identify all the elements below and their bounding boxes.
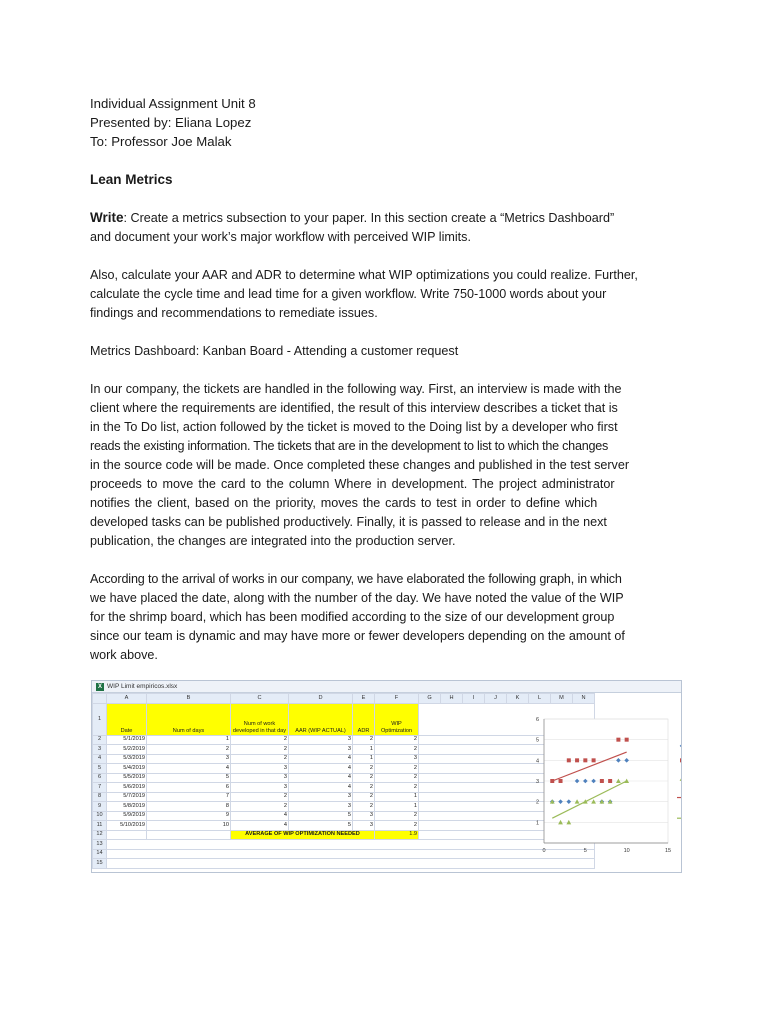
cell-work[interactable]: 2 <box>231 745 289 755</box>
cell-aar[interactable]: 4 <box>289 764 353 774</box>
cell-date[interactable]: 5/2/2019 <box>107 745 147 755</box>
cell-adr[interactable]: 2 <box>353 773 375 783</box>
y-tick-label: 6 <box>535 717 539 723</box>
legend-marker <box>680 777 682 781</box>
column-header[interactable]: I <box>463 694 485 704</box>
cell-day[interactable]: 2 <box>147 745 231 755</box>
data-point <box>559 779 563 783</box>
column-header[interactable]: N <box>573 694 595 704</box>
arrival-line: for the shrimp board, which has been modified according to the size of our development group <box>90 610 615 624</box>
arrival-line: work above. <box>90 648 158 662</box>
spreadsheet-filename: WIP Limit empiricos.xlsx <box>107 683 178 690</box>
company-line: publication, the changes are integrated into the production server. <box>90 534 456 548</box>
company-line: client where the requirements are identified, the result of this interview describes a ticket that is <box>90 401 618 415</box>
company-line: in the To Do list, action followed by the ticket is moved to the Doing list by a developer who first <box>90 420 618 434</box>
table-row <box>93 754 595 764</box>
cell-adr[interactable]: 1 <box>353 754 375 764</box>
cell-work[interactable]: 2 <box>231 792 289 802</box>
x-tick-label: 15 <box>664 848 672 854</box>
cell-aar[interactable]: 3 <box>289 745 353 755</box>
assignment-title: Individual Assignment Unit 8 <box>90 96 256 111</box>
cell-date[interactable]: 5/10/2019 <box>107 821 147 831</box>
spreadsheet-screenshot <box>91 680 740 873</box>
cell-wip[interactable]: 1 <box>375 792 419 802</box>
cell-day[interactable]: 3 <box>147 754 231 764</box>
table-row <box>93 773 595 783</box>
column-header-row <box>93 694 595 704</box>
empty-cell[interactable] <box>107 830 147 840</box>
cell-work[interactable]: 3 <box>231 773 289 783</box>
cell-aar[interactable]: 5 <box>289 821 353 831</box>
cell-work[interactable]: 2 <box>231 802 289 812</box>
cell-wip[interactable]: 2 <box>375 764 419 774</box>
header-wip[interactable]: WIP Optimization <box>375 703 419 735</box>
cell-day[interactable]: 6 <box>147 783 231 793</box>
cell-aar[interactable]: 3 <box>289 735 353 745</box>
row-header[interactable]: 10 <box>93 811 107 821</box>
empty-row <box>93 849 595 859</box>
arrival-line: According to the arrival of works in our company, we have elaborated the following graph, in which <box>90 572 622 586</box>
y-tick-label: 1 <box>535 820 539 827</box>
write-text-2: and document your work’s major workflow with perceived WIP limits. <box>90 230 471 244</box>
cell-adr[interactable]: 1 <box>353 745 375 755</box>
cell-aar[interactable]: 5 <box>289 811 353 821</box>
x-tick-label: 0 <box>542 848 546 854</box>
table-row <box>93 792 595 802</box>
section-title: Lean Metrics <box>90 172 173 187</box>
also-line: findings and recommendations to remediate issues. <box>90 306 378 320</box>
row-header[interactable]: 13 <box>93 840 107 850</box>
arrival-paragraph <box>90 570 680 665</box>
corner-cell <box>93 694 107 704</box>
y-tick-label: 2 <box>535 799 539 806</box>
company-line: proceeds to move the card to the column Where in development. The project administrator <box>90 477 615 491</box>
column-header[interactable]: K <box>507 694 529 704</box>
cell-aar[interactable]: 4 <box>289 773 353 783</box>
row-header[interactable]: 12 <box>93 830 107 840</box>
cell-work[interactable]: 4 <box>231 811 289 821</box>
cell-day[interactable]: 7 <box>147 792 231 802</box>
cell-work[interactable]: 4 <box>231 821 289 831</box>
cell-day[interactable]: 8 <box>147 802 231 812</box>
column-header[interactable]: A <box>107 694 147 704</box>
y-tick-label: 3 <box>535 779 539 785</box>
cell-date[interactable]: 5/3/2019 <box>107 754 147 764</box>
row-header[interactable]: 11 <box>93 821 107 831</box>
cell-adr[interactable]: 3 <box>353 821 375 831</box>
row-header[interactable]: 6 <box>93 773 107 783</box>
y-tick-label: 4 <box>535 758 539 765</box>
header-num-days[interactable]: Num of days <box>147 703 231 735</box>
cell-adr[interactable]: 2 <box>353 735 375 745</box>
header-adr[interactable]: ADR <box>353 703 375 735</box>
scatter-chart[interactable]: 1234560 5 10 15Num of workdeveloped in that dayAARADRLinear (AAR)Linear (ADR) <box>535 717 740 854</box>
row-header[interactable]: 3 <box>93 745 107 755</box>
dashboard-heading: Metrics Dashboard: Kanban Board - Attending a customer request <box>90 344 459 358</box>
average-row <box>93 830 595 840</box>
empty-row <box>93 859 595 869</box>
column-header[interactable]: L <box>529 694 551 704</box>
cell-wip[interactable]: 2 <box>375 821 419 831</box>
row-header[interactable]: 14 <box>93 849 107 859</box>
table-row <box>93 764 595 774</box>
column-header[interactable]: G <box>419 694 441 704</box>
row-header[interactable]: 4 <box>93 754 107 764</box>
cell-date[interactable]: 5/4/2019 <box>107 764 147 774</box>
spreadsheet-titlebar <box>92 681 681 693</box>
cell-aar[interactable]: 3 <box>289 792 353 802</box>
company-paragraph <box>90 380 680 551</box>
table-row <box>93 745 595 755</box>
row-header[interactable]: 8 <box>93 792 107 802</box>
cell-wip[interactable]: 2 <box>375 811 419 821</box>
table-row <box>93 735 595 745</box>
column-header[interactable]: M <box>551 694 573 704</box>
cell-date[interactable]: 5/6/2019 <box>107 783 147 793</box>
arrival-line: we have placed the date, along with the number of the day. We have noted the value of the WIP <box>90 591 624 605</box>
company-line: notifies the client, based on the priority, moves the cards to test in order to define which <box>90 496 598 510</box>
table-header-row <box>93 703 595 735</box>
data-rows <box>93 735 595 830</box>
cell-wip[interactable]: 3 <box>375 754 419 764</box>
document-body <box>90 94 680 665</box>
company-line: In our company, the tickets are handled in the following way. First, an interview is made with the <box>90 382 622 396</box>
cell-day[interactable]: 10 <box>147 821 231 831</box>
cell-work[interactable]: 3 <box>231 764 289 774</box>
column-header[interactable]: J <box>485 694 507 704</box>
table-row <box>93 811 595 821</box>
cell-adr[interactable]: 2 <box>353 783 375 793</box>
company-line: reads the existing information. The tickets that are in the development to list to which the changes <box>90 439 609 453</box>
cell-wip[interactable]: 2 <box>375 783 419 793</box>
empty-cell[interactable] <box>147 830 231 840</box>
cell-aar[interactable]: 3 <box>289 802 353 812</box>
cell-day[interactable]: 5 <box>147 773 231 783</box>
cell-wip[interactable]: 1 <box>375 802 419 812</box>
legend-marker <box>680 744 682 749</box>
data-point <box>600 779 604 783</box>
also-paragraph <box>90 266 680 323</box>
data-point <box>550 779 554 783</box>
cell-adr[interactable]: 2 <box>353 764 375 774</box>
empty-row <box>93 840 595 850</box>
data-point <box>616 738 620 742</box>
also-line: calculate the cycle time and lead time for a given workflow. Write 750-1000 words about your <box>90 287 607 301</box>
column-header[interactable]: B <box>147 694 231 704</box>
spreadsheet-grid <box>92 693 595 869</box>
table-row <box>93 802 595 812</box>
header-date[interactable]: Date <box>107 703 147 735</box>
data-point <box>592 758 596 762</box>
column-header[interactable]: C <box>231 694 289 704</box>
cell-adr[interactable]: 2 <box>353 802 375 812</box>
data-point <box>625 738 629 742</box>
cell-date[interactable]: 5/9/2019 <box>107 811 147 821</box>
cell-date[interactable]: 5/5/2019 <box>107 773 147 783</box>
x-tick-label: 10 <box>623 848 630 854</box>
data-point <box>567 758 571 762</box>
cell-day[interactable]: 9 <box>147 811 231 821</box>
row-header[interactable]: 1 <box>93 703 107 735</box>
y-tick-label: 5 <box>535 737 539 744</box>
presenter-line: Presented by: Eliana Lopez <box>90 115 252 130</box>
column-header[interactable]: F <box>375 694 419 704</box>
company-line: developed tasks can be published productively. Finally, it is passed to release and in the next <box>90 515 607 529</box>
average-value[interactable]: 1.9 <box>375 830 419 840</box>
cell-adr[interactable]: 3 <box>353 811 375 821</box>
column-header[interactable]: D <box>289 694 353 704</box>
row-header[interactable]: 2 <box>93 735 107 745</box>
cell-wip[interactable]: 2 <box>375 745 419 755</box>
legend-marker <box>680 758 682 762</box>
cell-work[interactable]: 3 <box>231 783 289 793</box>
column-header[interactable]: E <box>353 694 375 704</box>
average-label[interactable]: AVERAGE OF WIP OPTIMIZATION NEEDED <box>231 830 375 840</box>
table-row <box>93 821 595 831</box>
header-work[interactable]: Num of work developed in that day <box>231 703 289 735</box>
row-header[interactable]: 7 <box>93 783 107 793</box>
cell-date[interactable]: 5/1/2019 <box>107 735 147 745</box>
arrival-line: since our team is dynamic and may have more or fewer developers depending on the amount of <box>90 629 625 643</box>
write-label: Write <box>90 210 124 225</box>
also-line: Also, calculate your AAR and ADR to determine what WIP optimizations you could realize. Further, <box>90 268 638 282</box>
x-tick-label: 5 <box>583 848 587 854</box>
data-point <box>575 758 579 762</box>
row-header[interactable]: 5 <box>93 764 107 774</box>
cell-adr[interactable]: 2 <box>353 792 375 802</box>
write-text: : Create a metrics subsection to your paper. In this section create a “Metrics Dashboard” <box>123 211 615 225</box>
cell-date[interactable]: 5/8/2019 <box>107 802 147 812</box>
recipient-line: To: Professor Joe Malak <box>90 134 232 149</box>
data-point <box>583 758 587 762</box>
cell-aar[interactable]: 4 <box>289 754 353 764</box>
cell-day[interactable]: 1 <box>147 735 231 745</box>
excel-icon: X <box>97 683 102 690</box>
cell-work[interactable]: 2 <box>231 754 289 764</box>
column-header[interactable]: H <box>441 694 463 704</box>
cell-work[interactable]: 2 <box>231 735 289 745</box>
cell-date[interactable]: 5/7/2019 <box>107 792 147 802</box>
cell-aar[interactable]: 4 <box>289 783 353 793</box>
row-header[interactable]: 15 <box>93 859 107 869</box>
cell-day[interactable]: 4 <box>147 764 231 774</box>
data-point <box>608 779 612 783</box>
write-paragraph <box>90 208 680 247</box>
header-aar[interactable]: AAR (WIP ACTUAL) <box>289 703 353 735</box>
cell-wip[interactable]: 2 <box>375 735 419 745</box>
table-row <box>93 783 595 793</box>
row-header[interactable]: 9 <box>93 802 107 812</box>
cell-wip[interactable]: 2 <box>375 773 419 783</box>
company-line: in the source code will be made. Once completed these changes and published in the test server <box>90 458 630 472</box>
